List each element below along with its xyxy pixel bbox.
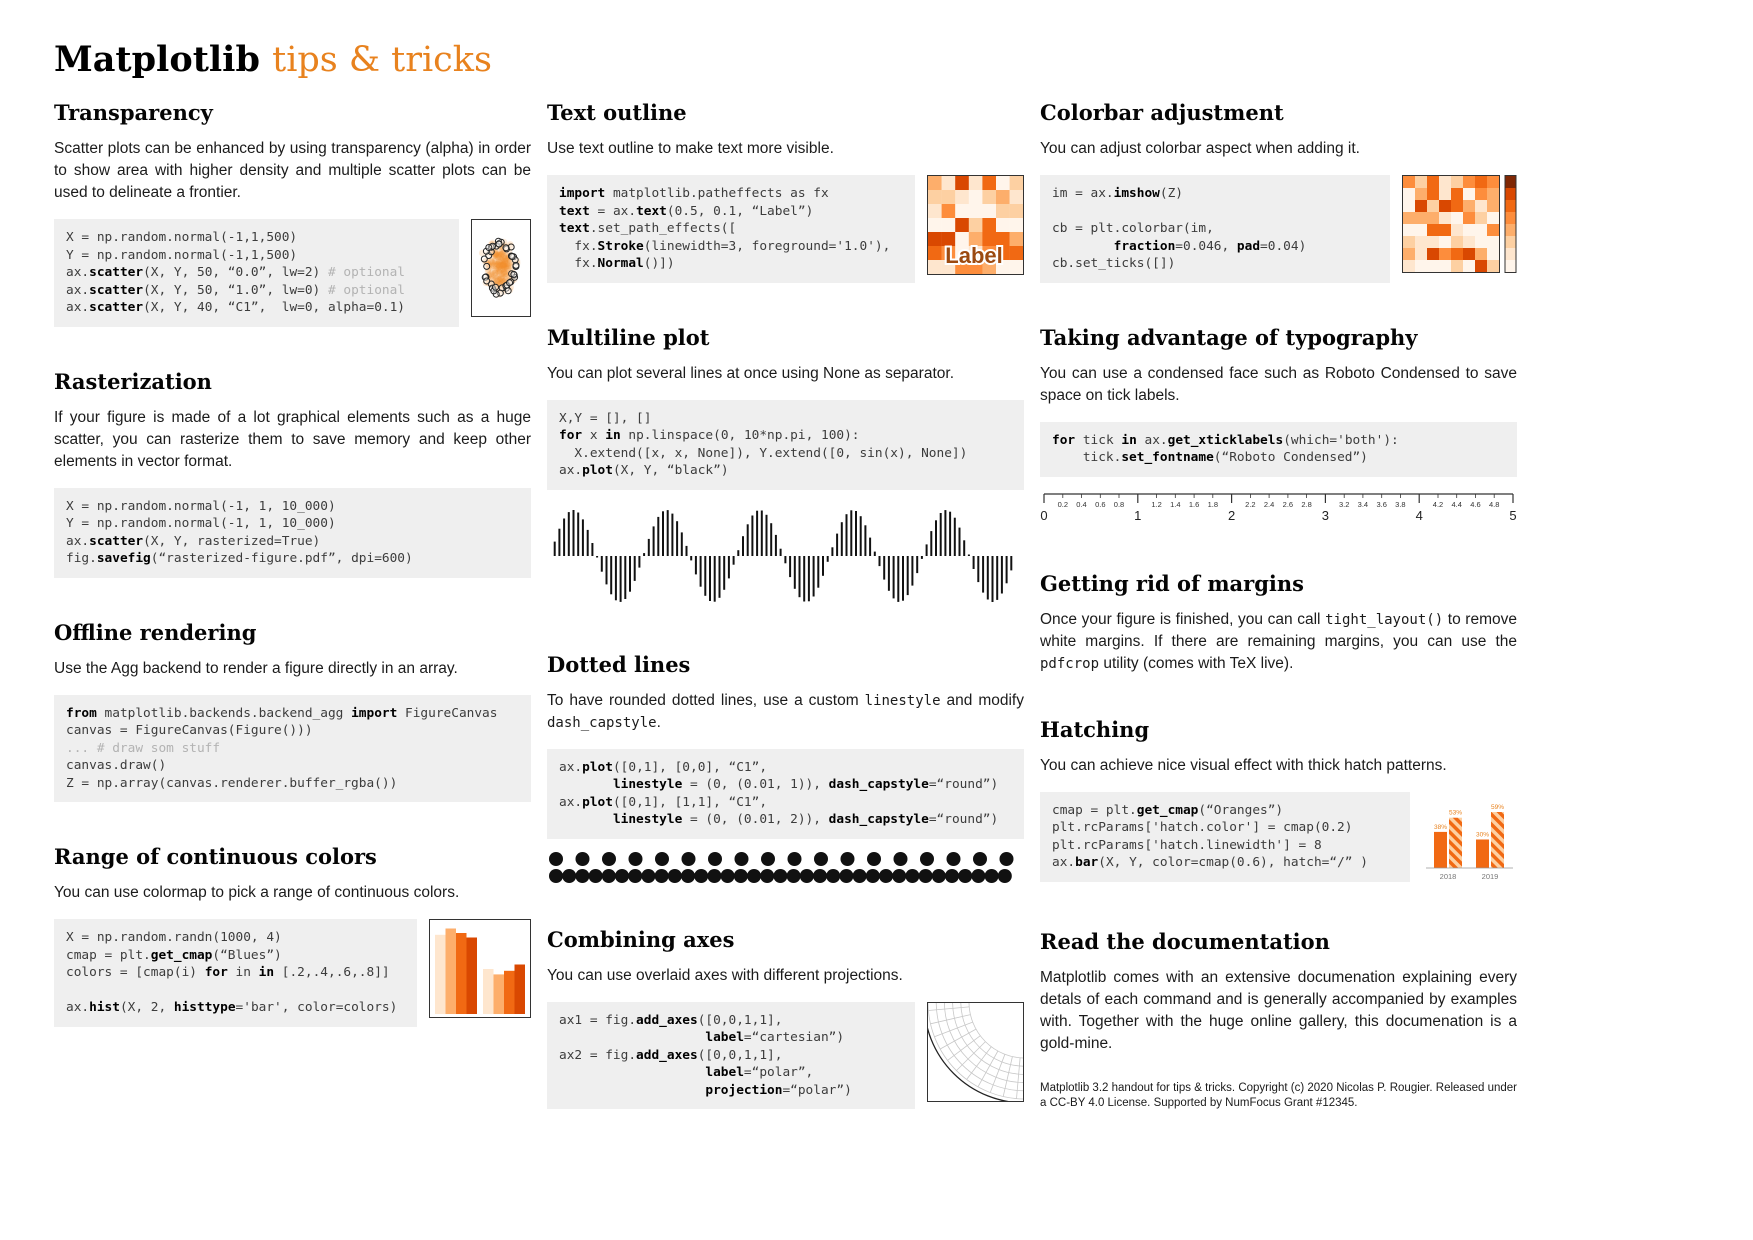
section-dotted-lines [547, 652, 1024, 885]
code-block-combining-axes: ax1 = fig.add_axes([0,0,1,1], label=“cartesian”) ax2 = fig.add_axes([0,0,1,1], label=“polar”, projection=“polar”) [547, 1002, 915, 1110]
code-block-transparency: X = np.random.normal(-1,1,500) Y = np.random.normal(-1,1,500) ax.scatter(X, Y, 50, “0.0”, lw=2) # optional ax.scatter(X, Y, 50, “1.0”, lw=0) # optional ax.scatter(X, Y, 40, “C1”, lw=0, alpha=0.1) [54, 219, 459, 327]
code-block-typography: for tick in ax.get_xticklabels(which='both'): tick.set_fontname(“Roboto Condensed”) [1040, 422, 1517, 477]
histogram-demo-figure [429, 919, 531, 1018]
section-body: You can use colormap to pick a range of continuous colors. [54, 884, 460, 901]
svg-text:2.6: 2.6 [1282, 499, 1294, 509]
code-block-rasterization: X = np.random.normal(-1, 1, 10_000) Y = np.random.normal(-1, 1, 10_000) ax.scatter(X, Y, rasterized=True) fig.savefig(“rasterized-figure.pdf”, dpi=600) [54, 488, 531, 578]
section-body: Use the Agg backend to render a figure directly in an array. [54, 659, 458, 677]
svg-text:1.6: 1.6 [1188, 499, 1200, 509]
svg-text:4.6: 4.6 [1470, 499, 1481, 509]
svg-text:2019: 2019 [1481, 871, 1499, 881]
svg-text:0.2: 0.2 [1057, 499, 1069, 509]
code-figure-row [54, 219, 531, 327]
svg-text:1: 1 [1134, 507, 1142, 523]
svg-text:4.2: 4.2 [1432, 499, 1444, 509]
code-block-multiline: X,Y = [], [] for x in np.linspace(0, 10*np.pi, 100): X.extend([x, x, None]), Y.extend([0, sin(x), None]) ax.plot(X, Y, “black”) [547, 400, 1024, 490]
svg-text:3.8: 3.8 [1395, 499, 1406, 509]
code-figure-row [1040, 175, 1517, 283]
section-heading: Combining axes [547, 926, 735, 952]
svg-text:3: 3 [1321, 507, 1330, 523]
section-body: You can use a condensed face such as Roboto Condensed to save space on tick labels. [1040, 364, 1517, 404]
code-block-colorbar: im = ax.imshow(Z) cb = plt.colorbar(im, fraction=0.046, pad=0.04) cb.set_ticks([]) [1040, 175, 1390, 283]
svg-text:3.4: 3.4 [1357, 499, 1369, 509]
svg-text:0.6: 0.6 [1095, 499, 1106, 509]
section-heading: Multiline plot [547, 324, 710, 350]
svg-text:59%: 59% [1490, 803, 1505, 811]
code-figure-row [1040, 792, 1517, 887]
svg-text:38%: 38% [1433, 823, 1448, 831]
section-margins [1040, 571, 1517, 675]
polar-demo-figure [927, 1002, 1024, 1102]
section-body: To have rounded dotted lines, use a custom linestyle and modify dash_capstyle. [547, 691, 1024, 731]
footer-credits: Matplotlib 3.2 handout for tips & tricks. Copyright (c) 2020 Nicolas P. Rougier. Released under a CC-BY 4.0 License. Supported by NumFocus Grant #12345. [1040, 1081, 1517, 1109]
code-block-text-outline: import matplotlib.patheffects as fx text = ax.text(0.5, 0.1, “Label”) text.set_path_effects([ fx.Stroke(linewidth=3, foreground='1.0'), fx.Normal()]) [547, 175, 915, 283]
svg-text:2.4: 2.4 [1263, 499, 1275, 509]
section-heading: Offline rendering [54, 619, 257, 645]
page-title [54, 40, 1753, 80]
section-colorbar-adjustment [1040, 100, 1517, 283]
section-heading: Dotted lines [547, 651, 691, 677]
column-3 [1040, 100, 1517, 1153]
svg-text:3.6: 3.6 [1376, 499, 1387, 509]
colorbar-demo-figure [1402, 175, 1517, 273]
svg-text:0.8: 0.8 [1113, 499, 1125, 509]
section-heading: Taking advantage of typography [1040, 324, 1418, 350]
section-transparency [54, 100, 531, 327]
code-block-continuous-colors: X = np.random.randn(1000, 4) cmap = plt.get_cmap(“Blues”) colors = [cmap(i) for in in [.2,.4,.6,.8]] ax.hist(X, 2, histtype='bar', color=colors) [54, 919, 417, 1027]
section-heading: Hatching [1040, 716, 1150, 742]
svg-text:2: 2 [1227, 507, 1236, 523]
section-heading: Text outline [547, 100, 687, 125]
code-block-dotted-lines: ax.plot([0,1], [0,0], “C1”, linestyle = (0, (0.01, 1)), dash_capstyle=“round”) ax.plot([0,1], [1,1], “C1”, linestyle = (0, (0.01, 2)), dash_capstyle=“round”) [547, 749, 1024, 839]
code-block-hatching: cmap = plt.get_cmap(“Oranges”) plt.rcParams['hatch.color'] = cmap(0.2) plt.rcParams['hatch.linewidth'] = 8 ax.bar(X, Y, color=cmap(0.6), hatch=“/” ) [1040, 792, 1410, 882]
page-title-main: Matplotlib [54, 39, 260, 80]
page-title-accent: tips & tricks [272, 40, 492, 80]
section-body: If your figure is made of a lot graphical elements such as a huge scatter, you can rasterize them to save memory and keep other elements in vector format. [54, 408, 531, 470]
svg-text:30%: 30% [1475, 831, 1490, 838]
code-figure-row [547, 1002, 1024, 1110]
svg-text:0.4: 0.4 [1076, 499, 1087, 509]
section-hatching [1040, 717, 1517, 887]
section-body: You can adjust colorbar aspect when adding it. [1040, 140, 1360, 157]
section-body: Use text outline to make text more visible. [547, 140, 834, 157]
columns [54, 100, 1517, 1153]
section-typography [1040, 325, 1517, 529]
svg-text:4.8: 4.8 [1488, 499, 1500, 509]
svg-text:Label: Label [945, 243, 1003, 268]
section-offline-rendering [54, 620, 531, 803]
label-mosaic-figure [927, 175, 1024, 275]
column-1 [54, 100, 531, 1153]
section-body: You can achieve nice visual effect with thick hatch patterns. [1040, 756, 1447, 774]
svg-text:53%: 53% [1448, 809, 1463, 817]
svg-text:2018: 2018 [1439, 871, 1457, 881]
svg-text:2.2: 2.2 [1245, 499, 1256, 509]
section-heading: Range of continuous colors [54, 844, 377, 869]
section-heading: Rasterization [54, 368, 212, 394]
section-read-documentation [1040, 929, 1517, 1111]
column-2 [547, 100, 1024, 1153]
section-multiline-plot [547, 325, 1024, 610]
svg-text:1.8: 1.8 [1207, 499, 1219, 509]
section-text-outline [547, 100, 1024, 283]
tick-ruler-figure [1040, 489, 1517, 529]
section-combining-axes [547, 927, 1024, 1110]
section-heading: Colorbar adjustment [1040, 100, 1284, 125]
section-heading: Transparency [54, 100, 213, 125]
code-figure-row [547, 175, 1024, 283]
svg-text:5: 5 [1509, 507, 1517, 523]
svg-text:1.4: 1.4 [1170, 499, 1181, 509]
svg-text:4.4: 4.4 [1451, 499, 1462, 509]
section-body: Matplotlib comes with an extensive documenation explaining every detals of each command and is generally accompanied by examples with. Together with the huge online gallery, this documenation is a gold-mine. [1040, 968, 1517, 1052]
svg-text:4: 4 [1415, 507, 1423, 523]
section-body: Scatter plots can be enhanced by using transparency (alpha) in order to show area with higher density and multiple scatter plots can be used to delineate a frontier. [54, 140, 531, 201]
section-heading: Getting rid of margins [1040, 570, 1304, 596]
svg-text:2.8: 2.8 [1301, 499, 1312, 509]
code-block-offline: from matplotlib.backends.backend_agg import FigureCanvas canvas = FigureCanvas(Figure())) ... # draw som stuff canvas.draw() Z = np.array(canvas.renderer.buffer_rgba()) [54, 695, 531, 803]
section-body: You can plot several lines at once using None as separator. [547, 364, 954, 382]
svg-text:1.2: 1.2 [1151, 499, 1162, 509]
dotted-lines-demo-figure [547, 851, 1024, 885]
svg-text:0: 0 [1040, 507, 1048, 523]
svg-text:3.2: 3.2 [1338, 499, 1350, 509]
section-body: Once your figure is finished, you can call tight_layout() to remove white margins. If there are remaining margins, you can use the pdfcrop utility (comes with TeX live). [1040, 610, 1517, 672]
section-continuous-colors [54, 844, 531, 1027]
scatter-demo-figure [471, 219, 531, 317]
code-figure-row [54, 919, 531, 1027]
hatch-bars-figure [1422, 792, 1517, 887]
section-heading: Read the documentation [1040, 928, 1330, 954]
multiline-demo-figure [547, 502, 1024, 610]
section-rasterization [54, 369, 531, 578]
section-body: You can use overlaid axes with different projections. [547, 966, 903, 984]
